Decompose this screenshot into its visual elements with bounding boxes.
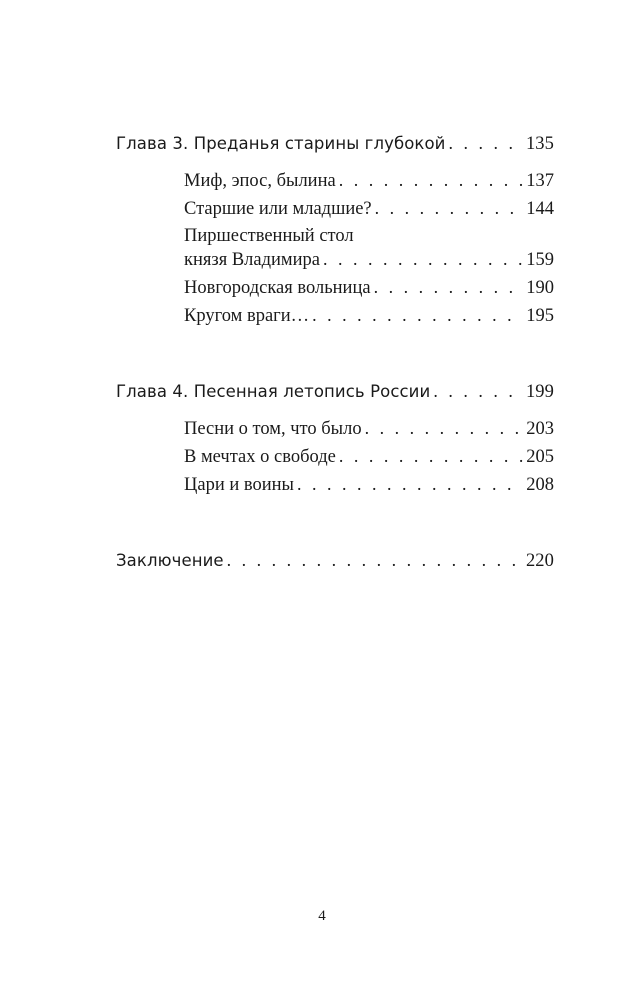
dot-leader (339, 445, 523, 467)
dot-leader (449, 132, 523, 154)
toc-entry-title: В мечтах о свободе (184, 447, 336, 467)
toc-entry-title: Кругом враги… (184, 306, 310, 326)
toc-entry-title: Миф, эпос, былина (184, 171, 336, 191)
toc-entry-title: Цари и воины (184, 475, 294, 495)
dot-leader (375, 197, 524, 219)
toc-entry-novgorod[interactable] (184, 276, 554, 299)
toc-entry-title: Глава 4. Песенная летопись России (116, 382, 431, 401)
toc-entry-page: 220 (525, 551, 554, 571)
toc-entry-page: 159 (526, 250, 554, 270)
toc-entry-title: князя Владимира (184, 250, 321, 270)
toc-entry-page: 195 (526, 306, 554, 326)
dot-leader (323, 248, 523, 270)
toc-entry-elder-younger[interactable] (184, 197, 554, 220)
toc-entry-enemies[interactable] (184, 304, 554, 327)
toc-entry-page: 137 (526, 171, 554, 191)
toc-entry-page: 208 (526, 475, 554, 495)
toc-entry-page: 135 (525, 134, 554, 154)
toc-entry-page: 203 (526, 419, 554, 439)
toc-entry-feast[interactable] (184, 248, 554, 271)
dot-leader (297, 473, 523, 495)
dot-leader (374, 276, 524, 298)
dot-leader (365, 417, 524, 439)
dot-leader (227, 549, 523, 571)
dot-leader (339, 169, 524, 191)
toc-entry-title: Старшие или младшие? (184, 199, 372, 219)
page-number: 4 (318, 908, 326, 924)
toc-entry-title: Заключение (116, 551, 224, 570)
toc-entry-feast-line1[interactable]: Пиршественный стол (184, 226, 354, 246)
dot-leader (312, 304, 523, 326)
toc-entry-page: 144 (526, 199, 554, 219)
toc-entry-page: 205 (526, 447, 554, 467)
toc-entry-songs-past[interactable] (184, 417, 554, 440)
toc-entry-conclusion[interactable] (116, 549, 554, 572)
toc-entry-page: 199 (525, 382, 554, 402)
toc-entry-dreams-freedom[interactable] (184, 445, 554, 468)
toc-entry-title: Песни о том, что было (184, 419, 362, 439)
toc-entry-chapter-4[interactable] (116, 380, 554, 403)
toc-entry-tsars-warriors[interactable] (184, 473, 554, 496)
toc-entry-title: Новгородская вольница (184, 278, 371, 298)
toc-entry-chapter-3[interactable] (116, 132, 554, 155)
toc-entry-myth-epic[interactable] (184, 169, 554, 192)
toc-entry-page: 190 (526, 278, 554, 298)
dot-leader (433, 380, 523, 402)
toc-entry-title: Глава 3. Преданья старины глубокой (116, 134, 446, 153)
